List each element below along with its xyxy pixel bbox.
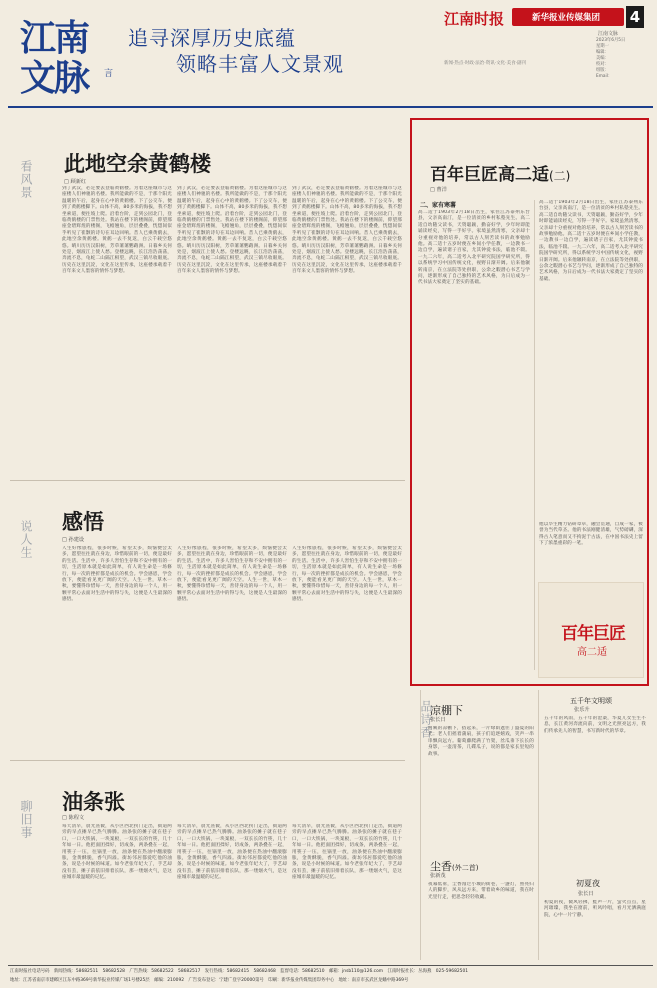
- banner-title: 百年巨匠: [561, 624, 625, 644]
- section-label-poems: 品诗香: [419, 700, 433, 739]
- logo-sub: 言: [104, 69, 114, 79]
- feature-subheading: 二、家有寒薯: [420, 202, 457, 209]
- article1-byline: □ 顾新红: [64, 179, 87, 185]
- divider-1: [10, 480, 405, 481]
- poem1-body: 阿姨的凉棚下，搭起来，一片绿荫遮住了盛夏的阳光；老人们摇着蒲扇，孩子们追逐嬉戏，笑声一串串飘向远方。葡萄藤爬满了竹架，丝瓜垂下长长的身影，一壶清茶，几碟瓜子，说的都是家长里短的故事。: [428, 726, 534, 757]
- feature-col2-top: 高二适于1903年2月18日出生，家住江苏泰州东台县，父亲高南汀，是一位清贫的乡村私塾先生。高二适自幼随父读书，天资聪颖，勤奋好学，少年时即能诵读经史，写得一手好字。家境虽然清寒，父亲却十分重视对他的培养，常以古人刻苦读书的故事勉励他。高二适十五岁时便在乡间小学任教，一边教书一边自学，遍读诸子百家，尤其钟爱书法，临池不辍。一九二六年，高二适考入北平研究院国学研究所，得以系统学习中国传统文化，视野日渐开阔。后来他辗转南京，在立法院等处供职，公余之暇潜心书艺与学问，逐渐形成了自己独特的艺术风格，为日后成为一代书法大家奠定了坚实的基础。: [539, 200, 643, 282]
- article1-col3: 到了武汉，必定要去登临黄鹤楼。为着这座城市与这座楼人们神驰的名楼。我所能做的不是，于那个阳光温暖的午后，起身在心中的黄鹤楼。下了公交车，便到了黄鹤楼脚下。山体不高，80多米的海拔，我不想坐索道，便往坡上爬。沿着台阶，走到公园北门，登临黄鹤楼的门票售处。我站在楼下的楼阁前，仰望那座金碧辉煌的楼阁，飞檐翘角，层层叠叠，恍惚间似乎听见了崔颢的诗句在耳边回响。昔人已乘黄鹤去，此地空余黄鹤楼。黄鹤一去不复返，白云千载空悠悠。晴川历历汉阳树，芳草萋萋鹦鹉洲。日暮乡关何处是，烟波江上使人愁。登楼远眺，长江浩浩荡荡，奔流不息，龟蛇二山隔江相望，武汉三镇尽收眼底。历史在这里沉淀，文化在这里传承，这座楼承载着千百年来文人墨客的情怀与梦想。: [292, 186, 402, 275]
- masthead-info: [596, 38, 652, 80]
- feature-col-divider: [534, 200, 535, 670]
- article2-col3: 人生好像旅程，很多时候，希望太多，烦恼便会太多，愿望往往就在身边，珍惜眼前的一切，便是最好的生活。生活中，许多人害怕生存和不安中拥有的一切，生活原本就是如此简单，有人说生命是一场修行，每一次的挫折都是成长的机会。学会感恩，学会放下，便能看见更广阔的天空。人生一世，草木一秋，要懂得珍惜每一天，善待身边的每一个人，用一颗平常心去面对生活中的得与失，这便是人生最深的感悟。: [292, 546, 402, 603]
- poem2-body: 夜幕低垂，尘香漫过小城的街巷，一盏灯，照亮归人的脚步，风从远方来，带着故乡的味道，我在时光里行走，把思念轻轻收藏。: [428, 882, 534, 900]
- feature-col1: 高二适于1903年2月18日出生，家住江苏泰州东台县，父亲高南汀，是一位清贫的乡村私塾先生。高二适自幼随父读书，天资聪颖，勤奋好学，少年时即能诵读经史，写得一手好字。家境虽然清寒，父亲却十分重视对他的培养，常以古人刻苦读书的故事勉励他。高二适十五岁时便在乡间小学任教，一边教书一边自学，遍读诸子百家，尤其钟爱书法，临池不辍。一九二六年，高二适考入北平研究院国学研究所，得以系统学习中国传统文化，视野日渐开阔。后来他辗转南京，在立法院等处供职，公余之暇潜心书艺与学问，逐渐形成了自己独特的艺术风格，为日后成为一代书法大家奠定了坚实的基础。: [418, 210, 530, 286]
- divider-2: [10, 760, 405, 761]
- page-tag: 江南文脉: [598, 31, 619, 37]
- article2-byline: □ 孙建设: [62, 537, 85, 543]
- article2-col2: 人生好像旅程，很多时候，希望太多，烦恼便会太多，愿望往往就在身边，珍惜眼前的一切，便是最好的生活。生活中，许多人害怕生存和不安中拥有的一切，生活原本就是如此简单，有人说生命是一场修行，每一次的挫折都是成长的机会。学会感恩，学会放下，便能看见更广阔的天空。人生一世，草木一秋，要懂得珍惜每一天，善待身边的每一个人，用一颗平常心去面对生活中的得与失，这便是人生最深的感悟。: [177, 546, 287, 603]
- poem4-author: 张长日: [578, 891, 594, 897]
- article1-col1: 到了武汉，必定要去登临黄鹤楼。为着这座城市与这座楼人们神驰的名楼。我所能做的不是，于那个阳光温暖的午后，起身在心中的黄鹤楼。下了公交车，便到了黄鹤楼脚下。山体不高，80多米的海拔，我不想坐索道，便往坡上爬。沿着台阶，走到公园北门，登临黄鹤楼的门票售处。我站在楼下的楼阁前，仰望那座金碧辉煌的楼阁，飞檐翘角，层层叠叠，恍惚间似乎听见了崔颢的诗句在耳边回响。昔人已乘黄鹤去，此地空余黄鹤楼。黄鹤一去不复返，白云千载空悠悠。晴川历历汉阳树，芳草萋萋鹦鹉洲。日暮乡关何处是，烟波江上使人愁。登楼远眺，长江浩浩荡荡，奔流不息，龟蛇二山隔江相望，武汉三镇尽收眼底。历史在这里沉淀，文化在这里传承，这座楼承载着千百年来文人墨客的情怀与梦想。: [62, 186, 172, 275]
- info-email: Email：: [596, 74, 613, 79]
- info-weekday: 星期一: [596, 44, 609, 49]
- feature-banner: [538, 582, 644, 678]
- feature-title-suffix: (二): [549, 169, 571, 183]
- article1-col2: 到了武汉，必定要去登临黄鹤楼。为着这座城市与这座楼人们神驰的名楼。我所能做的不是，于那个阳光温暖的午后，起身在心中的黄鹤楼。下了公交车，便到了黄鹤楼脚下。山体不高，80多米的海拔，我不想坐索道，便往坡上爬。沿着台阶，走到公园北门，登临黄鹤楼的门票售处。我站在楼下的楼阁前，仰望那座金碧辉煌的楼阁，飞檐翘角，层层叠叠，恍惚间似乎听见了崔颢的诗句在耳边回响。昔人已乘黄鹤去，此地空余黄鹤楼。黄鹤一去不复返，白云千载空悠悠。晴川历历汉阳树，芳草萋萋鹦鹉洲。日暮乡关何处是，烟波江上使人愁。登楼远眺，长江浩浩荡荡，奔流不息，龟蛇二山隔江相望，武汉三镇尽收眼底。历史在这里沉淀，文化在这里传承，这座楼承载着千百年来文人墨客的情怀与梦想。: [177, 186, 287, 275]
- article3-byline: □ 陈程文: [62, 815, 85, 821]
- feature-title-main: 百年巨匠高二适: [430, 165, 549, 185]
- poem2-title-main: 尘香: [430, 860, 452, 873]
- poem4-title: 初夏夜: [576, 879, 600, 888]
- section-logo-text: 江南文脉: [20, 17, 89, 99]
- article2-col1: 人生好像旅程，很多时候，希望太多，烦恼便会太多，愿望往往就在身边，珍惜眼前的一切，便是最好的生活。生活中，许多人害怕生存和不安中拥有的一切，生活原本就是如此简单，有人说生命是一场修行，每一次的挫折都是成长的机会。学会感恩，学会放下，便能看见更广阔的天空。人生一世，草木一秋，要懂得珍惜每一天，善待身边的每一个人，用一颗平常心去面对生活中的得与失，这便是人生最深的感悟。: [62, 546, 172, 603]
- masthead-rule: [8, 106, 653, 108]
- poem3-title: 五千年文明颂: [570, 697, 612, 705]
- banner-subtitle: 高二适: [577, 647, 607, 658]
- poems-col-divider: [538, 690, 539, 960]
- poem1-title: 凉棚下: [430, 704, 463, 717]
- section-links: 新闻·热点·时政·法治·资讯·文化·美食·副刊: [444, 61, 527, 66]
- section-label-life: 说人生: [19, 520, 33, 559]
- slogan-line-2: 领略丰富人文景观: [176, 52, 344, 76]
- section-label-old-stories: 聊旧事: [19, 800, 33, 839]
- page-number: 4: [626, 6, 644, 28]
- article1-title: 此地空余黄鹤楼: [64, 152, 211, 176]
- info-designer: 美编：: [596, 56, 609, 61]
- poem2-title-suffix: (外二首): [452, 864, 479, 872]
- poems-divider: [420, 690, 421, 960]
- poem3-author: 张乐升: [574, 707, 590, 713]
- footer-line-2: 地址：江苏省南京市建邺区江东中路369号新华报业传媒广场1号楼25层 邮编：210092 广告发布登记：宁建广登字20000第号 印刷：新华报业传媒集团印务中心 地址：南京市玄武区龙蟠中路369号: [10, 978, 409, 983]
- feature-title: [430, 160, 570, 185]
- article3-col1: 每天清早，晨光熹微，从小区西北拐门走出，街道两旁的早点摊早已热气腾腾。油条张的摊子就在巷子口，一口大铁锅，一块案板，一双长长的竹筷，几十年如一日。他把面团揉好，切成条，两条叠在一起，用筷子一压，往锅里一放，油条便在热油中翻滚膨胀，金黄酥脆，香气四溢。街坊邻居都爱吃他的油条，说是小时候的味道。如今老张年纪大了，手艺却没有丢，摊子前依旧排着长队，那一缕烟火气，是这座城市最温暖的记忆。: [62, 824, 172, 881]
- info-editor: 编辑：: [596, 50, 609, 55]
- poem3-body: 五千年的风雨，五千年的沧桑，华夏儿女生生不息，长江黄河奔流向前，文明之光照亮远方，我们传承先人的智慧，书写新时代的华章。: [544, 716, 646, 734]
- slogan-line-1: 追寻深厚历史底蕴: [128, 26, 296, 50]
- poem1-author: 张长日: [430, 717, 446, 723]
- article3-title: 油条张: [62, 790, 125, 814]
- info-date: 2023年6月5日: [596, 38, 626, 43]
- footer-rule: [8, 965, 653, 966]
- section-label-scenery: 看风景: [19, 160, 33, 199]
- poem2-author: 张新茂: [430, 873, 446, 879]
- article3-col3: 每天清早，晨光熹微，从小区西北拐门走出，街道两旁的早点摊早已热气腾腾。油条张的摊子就在巷子口，一口大铁锅，一块案板，一双长长的竹筷，几十年如一日。他把面团揉好，切成条，两条叠在一起，用筷子一压，往锅里一放，油条便在热油中翻滚膨胀，金黄酥脆，香气四溢。街坊邻居都爱吃他的油条，说是小时候的味道。如今老张年纪大了，手艺却没有丢，摊子前依旧排着长队，那一缕烟火气，是这座城市最温暖的记忆。: [292, 824, 402, 881]
- info-proof: 校对：: [596, 62, 609, 67]
- paper-name: 江南时报: [444, 10, 505, 28]
- info-layout: 组版：: [596, 68, 609, 73]
- section-logo: [20, 18, 100, 100]
- group-name: 新华报业传媒集团: [532, 13, 601, 23]
- masthead: [0, 0, 657, 108]
- article2-title: 感悟: [62, 510, 104, 534]
- article3-col2: 每天清早，晨光熹微，从小区西北拐门走出，街道两旁的早点摊早已热气腾腾。油条张的摊子就在巷子口，一口大铁锅，一块案板，一双长长的竹筷，几十年如一日。他把面团揉好，切成条，两条叠在一起，用筷子一压，往锅里一放，油条便在热油中翻滚膨胀，金黄酥脆，香气四溢。街坊邻居都爱吃他的油条，说是小时候的味道。如今老张年纪大了，手艺却没有丢，摊子前依旧排着长队，那一缕烟火气，是这座城市最温暖的记忆。: [177, 824, 287, 881]
- poem4-body: 初夏的夜，微风轻拂，蛙声一片，萤火点点，星河璀璨，我坐在窗前，听风吟唱，看月光洒满庭院，心中一片宁静。: [544, 900, 646, 918]
- feature-byline: □ 曹洋: [430, 187, 447, 193]
- footer-line-1: 江南时报社电话号码 新闻热线：58682511 58682528 广告热线：58682522 58682517 发行热线：58682415 58682468 监督电话：58682510 邮箱：jnsb110@126.com 江南时报社长：丛海燕 025-59682501: [10, 969, 469, 974]
- feature-col2-mid: 他以毕生精力钻研章草，融会贯通，自成一家，被誉为当代草圣。他的书法刚健清雄，气势磅礴，深得古人笔意而又不拘泥于古法，在中国书法史上留下了浓墨重彩的一笔。: [539, 522, 643, 547]
